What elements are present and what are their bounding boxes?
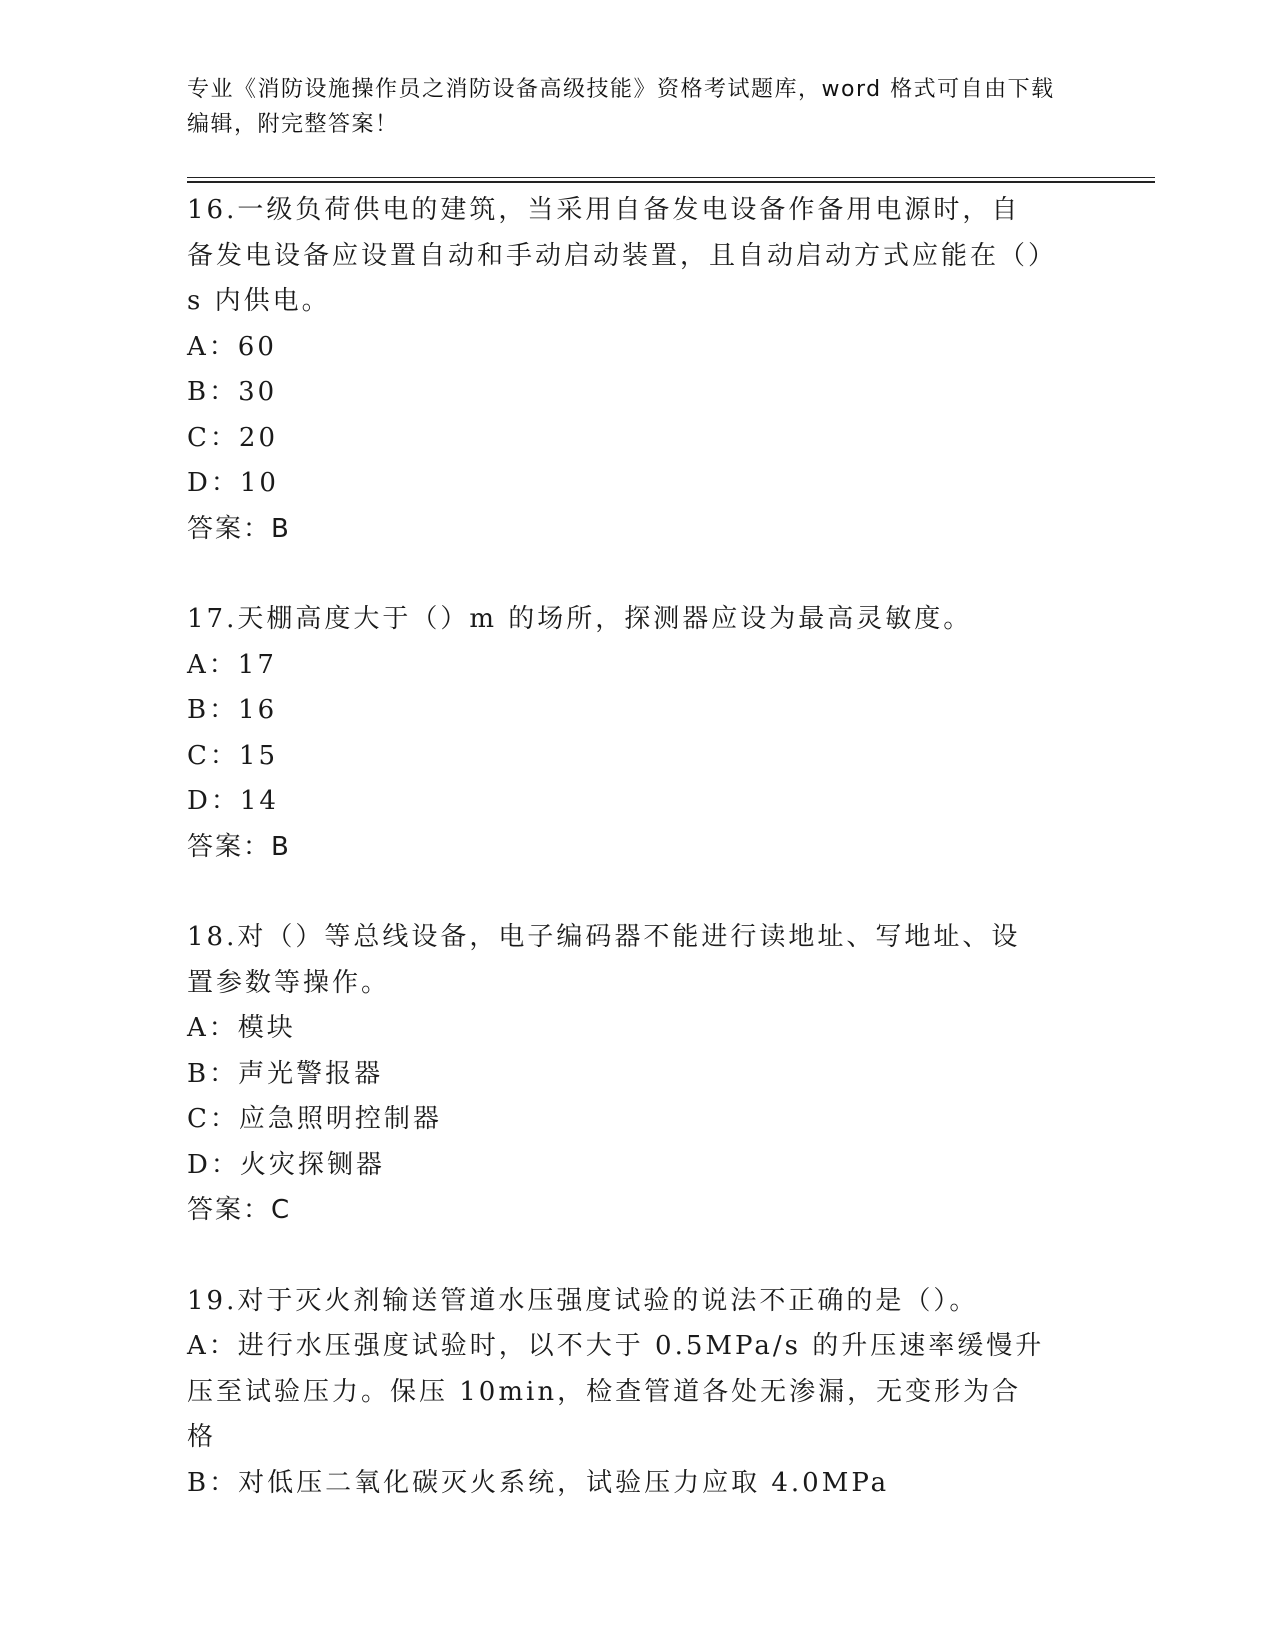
option-b (187, 688, 1087, 734)
option-letter: C： (187, 422, 239, 453)
option-letter: A： (187, 1013, 238, 1043)
option-text: 10 (239, 468, 279, 498)
question-stem: 19.对于灭火剂输送管道水压强度试验的说法不正确的是（）。 (187, 1285, 979, 1316)
option-text: 声光警报器 (238, 1058, 384, 1089)
question-19 (187, 1279, 1087, 1507)
option-letter: D： (187, 786, 240, 816)
option-text: 14 (239, 786, 279, 816)
option-letter: A： (187, 649, 238, 680)
option-b (187, 370, 1087, 416)
option-a (187, 1006, 1087, 1052)
question-18 (187, 915, 1087, 1234)
option-letter: B： (187, 1058, 239, 1089)
question-stem: 18.对（）等总线设备，电子编码器不能进行读地址、写地址、设置参数等操作。 (187, 922, 1021, 998)
option-letter: A： (187, 331, 238, 362)
option-d (187, 1143, 1087, 1189)
header-rule-thick (187, 181, 1155, 183)
option-d (187, 461, 1087, 507)
spacer (187, 552, 1087, 597)
option-text: 20 (238, 422, 278, 453)
option-text: 30 (238, 377, 278, 407)
option-b (187, 1461, 1087, 1507)
option-letter: C： (187, 1104, 239, 1134)
question-17 (187, 597, 1087, 870)
option-c (187, 416, 1087, 462)
option-text: 模块 (237, 1013, 296, 1043)
option-text: 进行水压强度试验时，以不大于 0.5MPa/s 的升压速率缓慢升压至试验压力。保压 10min，检查管道各处无渗漏，无变形为合格 (187, 1331, 1045, 1452)
answer-label: 答案：C (187, 1195, 292, 1225)
option-a (187, 325, 1087, 371)
option-text: 60 (237, 331, 277, 362)
option-letter: B： (187, 695, 239, 725)
spacer (187, 1234, 1087, 1279)
option-text: 17 (237, 649, 277, 680)
option-text: 15 (238, 740, 278, 771)
option-d (187, 779, 1087, 825)
option-text: 火灾探铡器 (239, 1149, 385, 1180)
option-letter: B： (187, 377, 239, 407)
option-letter: B： (187, 1467, 239, 1498)
option-letter: A： (187, 1331, 238, 1361)
question-list (187, 188, 1087, 1506)
option-letter: D： (187, 468, 240, 498)
option-text: 16 (238, 695, 278, 725)
question-stem: 17.天棚高度大于（）m 的场所，探测器应设为最高灵敏度。 (187, 604, 973, 634)
option-c (187, 734, 1087, 780)
option-a (187, 643, 1087, 689)
option-text: 应急照明控制器 (238, 1104, 442, 1134)
option-b (187, 1052, 1087, 1098)
option-text: 对低压二氧化碳灭火系统，试验压力应取 4.0MPa (238, 1467, 890, 1498)
spacer (187, 870, 1087, 915)
option-letter: C： (187, 740, 239, 771)
option-a (187, 1324, 1047, 1461)
question-stem: 16.一级负荷供电的建筑，当采用自备发电设备作备用电源时，自备发电设备应设置自动和手动启动装置，且自动启动方式应能在（）s 内供电。 (187, 195, 1045, 316)
answer-label: 答案：B (187, 831, 291, 862)
option-letter: D： (187, 1149, 240, 1180)
answer-label: 答案：B (187, 513, 291, 544)
header-rule-thin (187, 177, 1155, 178)
question-16 (187, 188, 1087, 552)
option-c (187, 1097, 1087, 1143)
document-header: 专业《消防设施操作员之消防设备高级技能》资格考试题库，word 格式可自由下载编辑，附完整答案！ (187, 77, 1055, 137)
